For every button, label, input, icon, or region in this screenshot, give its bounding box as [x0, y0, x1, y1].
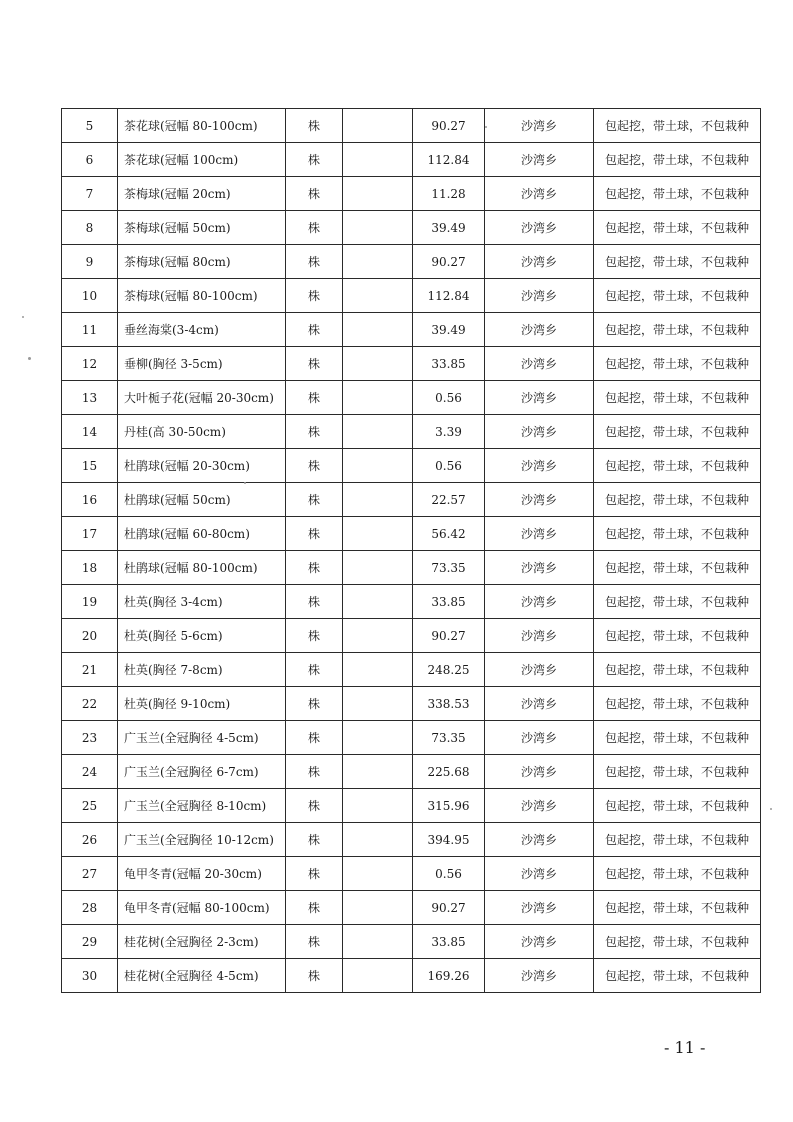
cell-no: 26 [62, 823, 118, 857]
cell-price: 338.53 [413, 687, 485, 721]
cell-note: 包起挖，带土球，不包栽种 [594, 551, 761, 585]
cell-price: 90.27 [413, 619, 485, 653]
cell-blank [343, 653, 413, 687]
table-row [62, 891, 761, 925]
cell-item-name: 广玉兰(全冠胸径 10-12cm) [118, 823, 286, 857]
table-row [62, 347, 761, 381]
table-row [62, 585, 761, 619]
cell-item-name: 茶梅球(冠幅 50cm) [118, 211, 286, 245]
scan-speck [485, 126, 487, 128]
cell-unit: 株 [286, 381, 343, 415]
cell-note: 包起挖，带土球，不包栽种 [594, 653, 761, 687]
cell-area: 沙湾乡 [485, 619, 594, 653]
cell-price: 73.35 [413, 721, 485, 755]
table-row [62, 687, 761, 721]
cell-unit: 株 [286, 925, 343, 959]
cell-item-name: 垂柳(胸径 3-5cm) [118, 347, 286, 381]
cell-blank [343, 109, 413, 143]
cell-item-name: 丹桂(高 30-50cm) [118, 415, 286, 449]
cell-price: 225.68 [413, 755, 485, 789]
cell-unit: 株 [286, 177, 343, 211]
cell-area: 沙湾乡 [485, 857, 594, 891]
cell-note: 包起挖，带土球，不包栽种 [594, 891, 761, 925]
cell-unit: 株 [286, 789, 343, 823]
cell-blank [343, 585, 413, 619]
cell-no: 19 [62, 585, 118, 619]
cell-unit: 株 [286, 279, 343, 313]
cell-no: 21 [62, 653, 118, 687]
cell-item-name: 广玉兰(全冠胸径 6-7cm) [118, 755, 286, 789]
cell-note: 包起挖，带土球，不包栽种 [594, 245, 761, 279]
cell-item-name: 龟甲冬青(冠幅 80-100cm) [118, 891, 286, 925]
cell-item-name: 茶花球(冠幅 80-100cm) [118, 109, 286, 143]
cell-blank [343, 925, 413, 959]
cell-no: 14 [62, 415, 118, 449]
table-row [62, 517, 761, 551]
cell-blank [343, 891, 413, 925]
cell-price: 90.27 [413, 245, 485, 279]
cell-item-name: 杜鹃球(冠幅 50cm) [118, 483, 286, 517]
cell-area: 沙湾乡 [485, 177, 594, 211]
cell-item-name: 茶花球(冠幅 100cm) [118, 143, 286, 177]
table-row [62, 619, 761, 653]
cell-area: 沙湾乡 [485, 925, 594, 959]
cell-item-name: 茶梅球(冠幅 80-100cm) [118, 279, 286, 313]
cell-blank [343, 619, 413, 653]
cell-area: 沙湾乡 [485, 789, 594, 823]
cell-no: 17 [62, 517, 118, 551]
cell-no: 27 [62, 857, 118, 891]
cell-no: 8 [62, 211, 118, 245]
cell-note: 包起挖，带土球，不包栽种 [594, 517, 761, 551]
cell-note: 包起挖，带土球，不包栽种 [594, 823, 761, 857]
cell-unit: 株 [286, 415, 343, 449]
cell-area: 沙湾乡 [485, 755, 594, 789]
cell-area: 沙湾乡 [485, 313, 594, 347]
cell-area: 沙湾乡 [485, 143, 594, 177]
cell-unit: 株 [286, 585, 343, 619]
cell-blank [343, 381, 413, 415]
cell-no: 12 [62, 347, 118, 381]
cell-blank [343, 143, 413, 177]
cell-blank [343, 517, 413, 551]
cell-item-name: 杜英(胸径 5-6cm) [118, 619, 286, 653]
cell-no: 23 [62, 721, 118, 755]
cell-item-name: 龟甲冬青(冠幅 20-30cm) [118, 857, 286, 891]
cell-note: 包起挖，带土球，不包栽种 [594, 313, 761, 347]
cell-note: 包起挖，带土球，不包栽种 [594, 109, 761, 143]
cell-no: 9 [62, 245, 118, 279]
cell-unit: 株 [286, 449, 343, 483]
cell-area: 沙湾乡 [485, 381, 594, 415]
cell-note: 包起挖，带土球，不包栽种 [594, 177, 761, 211]
table-row [62, 721, 761, 755]
table-row [62, 551, 761, 585]
cell-area: 沙湾乡 [485, 279, 594, 313]
cell-no: 20 [62, 619, 118, 653]
cell-unit: 株 [286, 721, 343, 755]
cell-note: 包起挖，带土球，不包栽种 [594, 721, 761, 755]
cell-item-name: 广玉兰(全冠胸径 4-5cm) [118, 721, 286, 755]
cell-note: 包起挖，带土球，不包栽种 [594, 619, 761, 653]
cell-no: 6 [62, 143, 118, 177]
table-row [62, 959, 761, 993]
cell-price: 3.39 [413, 415, 485, 449]
cell-item-name: 垂丝海棠(3-4cm) [118, 313, 286, 347]
cell-note: 包起挖，带土球，不包栽种 [594, 211, 761, 245]
cell-note: 包起挖，带土球，不包栽种 [594, 925, 761, 959]
table-row [62, 381, 761, 415]
cell-no: 5 [62, 109, 118, 143]
scan-speck [244, 482, 246, 484]
cell-unit: 株 [286, 959, 343, 993]
cell-price: 90.27 [413, 109, 485, 143]
cell-price: 33.85 [413, 925, 485, 959]
cell-area: 沙湾乡 [485, 449, 594, 483]
cell-blank [343, 789, 413, 823]
cell-blank [343, 415, 413, 449]
cell-blank [343, 857, 413, 891]
cell-unit: 株 [286, 517, 343, 551]
cell-blank [343, 279, 413, 313]
cell-item-name: 桂花树(全冠胸径 4-5cm) [118, 959, 286, 993]
cell-price: 56.42 [413, 517, 485, 551]
cell-blank [343, 551, 413, 585]
cell-note: 包起挖，带土球，不包栽种 [594, 279, 761, 313]
cell-note: 包起挖，带土球，不包栽种 [594, 857, 761, 891]
cell-area: 沙湾乡 [485, 721, 594, 755]
cell-unit: 株 [286, 347, 343, 381]
table-row [62, 177, 761, 211]
cell-unit: 株 [286, 857, 343, 891]
cell-note: 包起挖，带土球，不包栽种 [594, 687, 761, 721]
table-row [62, 415, 761, 449]
table-row [62, 755, 761, 789]
cell-area: 沙湾乡 [485, 415, 594, 449]
cell-no: 24 [62, 755, 118, 789]
scan-speck [770, 808, 772, 810]
cell-no: 22 [62, 687, 118, 721]
cell-no: 25 [62, 789, 118, 823]
cell-price: 248.25 [413, 653, 485, 687]
cell-unit: 株 [286, 653, 343, 687]
cell-price: 22.57 [413, 483, 485, 517]
cell-blank [343, 687, 413, 721]
cell-no: 7 [62, 177, 118, 211]
cell-note: 包起挖，带土球，不包栽种 [594, 483, 761, 517]
cell-price: 39.49 [413, 211, 485, 245]
table-row [62, 823, 761, 857]
cell-area: 沙湾乡 [485, 959, 594, 993]
cell-item-name: 桂花树(全冠胸径 2-3cm) [118, 925, 286, 959]
cell-unit: 株 [286, 143, 343, 177]
cell-area: 沙湾乡 [485, 347, 594, 381]
cell-unit: 株 [286, 687, 343, 721]
cell-note: 包起挖，带土球，不包栽种 [594, 959, 761, 993]
cell-blank [343, 177, 413, 211]
cell-unit: 株 [286, 551, 343, 585]
table-row [62, 109, 761, 143]
cell-price: 33.85 [413, 585, 485, 619]
cell-no: 10 [62, 279, 118, 313]
cell-unit: 株 [286, 619, 343, 653]
cell-blank [343, 823, 413, 857]
cell-item-name: 杜鹃球(冠幅 60-80cm) [118, 517, 286, 551]
cell-note: 包起挖，带土球，不包栽种 [594, 381, 761, 415]
cell-area: 沙湾乡 [485, 109, 594, 143]
cell-area: 沙湾乡 [485, 585, 594, 619]
cell-note: 包起挖，带土球，不包栽种 [594, 755, 761, 789]
cell-no: 18 [62, 551, 118, 585]
cell-item-name: 杜鹃球(冠幅 80-100cm) [118, 551, 286, 585]
cell-blank [343, 211, 413, 245]
cell-unit: 株 [286, 483, 343, 517]
cell-unit: 株 [286, 313, 343, 347]
cell-item-name: 杜英(胸径 9-10cm) [118, 687, 286, 721]
cell-blank [343, 347, 413, 381]
cell-area: 沙湾乡 [485, 211, 594, 245]
table-row [62, 211, 761, 245]
cell-no: 29 [62, 925, 118, 959]
table-row [62, 143, 761, 177]
cell-price: 0.56 [413, 381, 485, 415]
cell-blank [343, 755, 413, 789]
table-row [62, 925, 761, 959]
cell-price: 73.35 [413, 551, 485, 585]
cell-area: 沙湾乡 [485, 687, 594, 721]
cell-blank [343, 721, 413, 755]
page-number: - 11 - [664, 1038, 706, 1057]
cell-item-name: 大叶栀子花(冠幅 20-30cm) [118, 381, 286, 415]
cell-blank [343, 313, 413, 347]
table-row [62, 789, 761, 823]
scan-speck [28, 357, 31, 360]
table-row [62, 653, 761, 687]
cell-area: 沙湾乡 [485, 245, 594, 279]
cell-blank [343, 959, 413, 993]
cell-price: 112.84 [413, 143, 485, 177]
scan-speck [22, 316, 24, 318]
cell-item-name: 茶梅球(冠幅 20cm) [118, 177, 286, 211]
cell-item-name: 杜英(胸径 7-8cm) [118, 653, 286, 687]
cell-area: 沙湾乡 [485, 551, 594, 585]
cell-price: 394.95 [413, 823, 485, 857]
cell-unit: 株 [286, 109, 343, 143]
cell-item-name: 杜英(胸径 3-4cm) [118, 585, 286, 619]
cell-price: 169.26 [413, 959, 485, 993]
table-row [62, 483, 761, 517]
cell-unit: 株 [286, 211, 343, 245]
cell-note: 包起挖，带土球，不包栽种 [594, 415, 761, 449]
cell-price: 33.85 [413, 347, 485, 381]
cell-no: 15 [62, 449, 118, 483]
cell-item-name: 广玉兰(全冠胸径 8-10cm) [118, 789, 286, 823]
cell-area: 沙湾乡 [485, 517, 594, 551]
table-body [62, 109, 761, 993]
cell-no: 28 [62, 891, 118, 925]
cell-no: 16 [62, 483, 118, 517]
cell-price: 0.56 [413, 857, 485, 891]
cell-note: 包起挖，带土球，不包栽种 [594, 789, 761, 823]
cell-price: 112.84 [413, 279, 485, 313]
cell-price: 90.27 [413, 891, 485, 925]
cell-no: 11 [62, 313, 118, 347]
compensation-price-table [61, 108, 761, 993]
cell-area: 沙湾乡 [485, 653, 594, 687]
cell-price: 39.49 [413, 313, 485, 347]
cell-area: 沙湾乡 [485, 483, 594, 517]
table-row [62, 279, 761, 313]
cell-area: 沙湾乡 [485, 891, 594, 925]
cell-unit: 株 [286, 755, 343, 789]
cell-blank [343, 245, 413, 279]
table-row [62, 313, 761, 347]
table-row [62, 245, 761, 279]
cell-no: 30 [62, 959, 118, 993]
cell-item-name: 茶梅球(冠幅 80cm) [118, 245, 286, 279]
cell-blank [343, 449, 413, 483]
cell-price: 315.96 [413, 789, 485, 823]
cell-note: 包起挖，带土球，不包栽种 [594, 585, 761, 619]
cell-note: 包起挖，带土球，不包栽种 [594, 347, 761, 381]
cell-note: 包起挖，带土球，不包栽种 [594, 143, 761, 177]
cell-unit: 株 [286, 245, 343, 279]
table-row [62, 449, 761, 483]
cell-price: 0.56 [413, 449, 485, 483]
cell-price: 11.28 [413, 177, 485, 211]
cell-note: 包起挖，带土球，不包栽种 [594, 449, 761, 483]
table-row [62, 857, 761, 891]
cell-unit: 株 [286, 891, 343, 925]
cell-blank [343, 483, 413, 517]
cell-item-name: 杜鹃球(冠幅 20-30cm) [118, 449, 286, 483]
cell-no: 13 [62, 381, 118, 415]
cell-unit: 株 [286, 823, 343, 857]
cell-area: 沙湾乡 [485, 823, 594, 857]
